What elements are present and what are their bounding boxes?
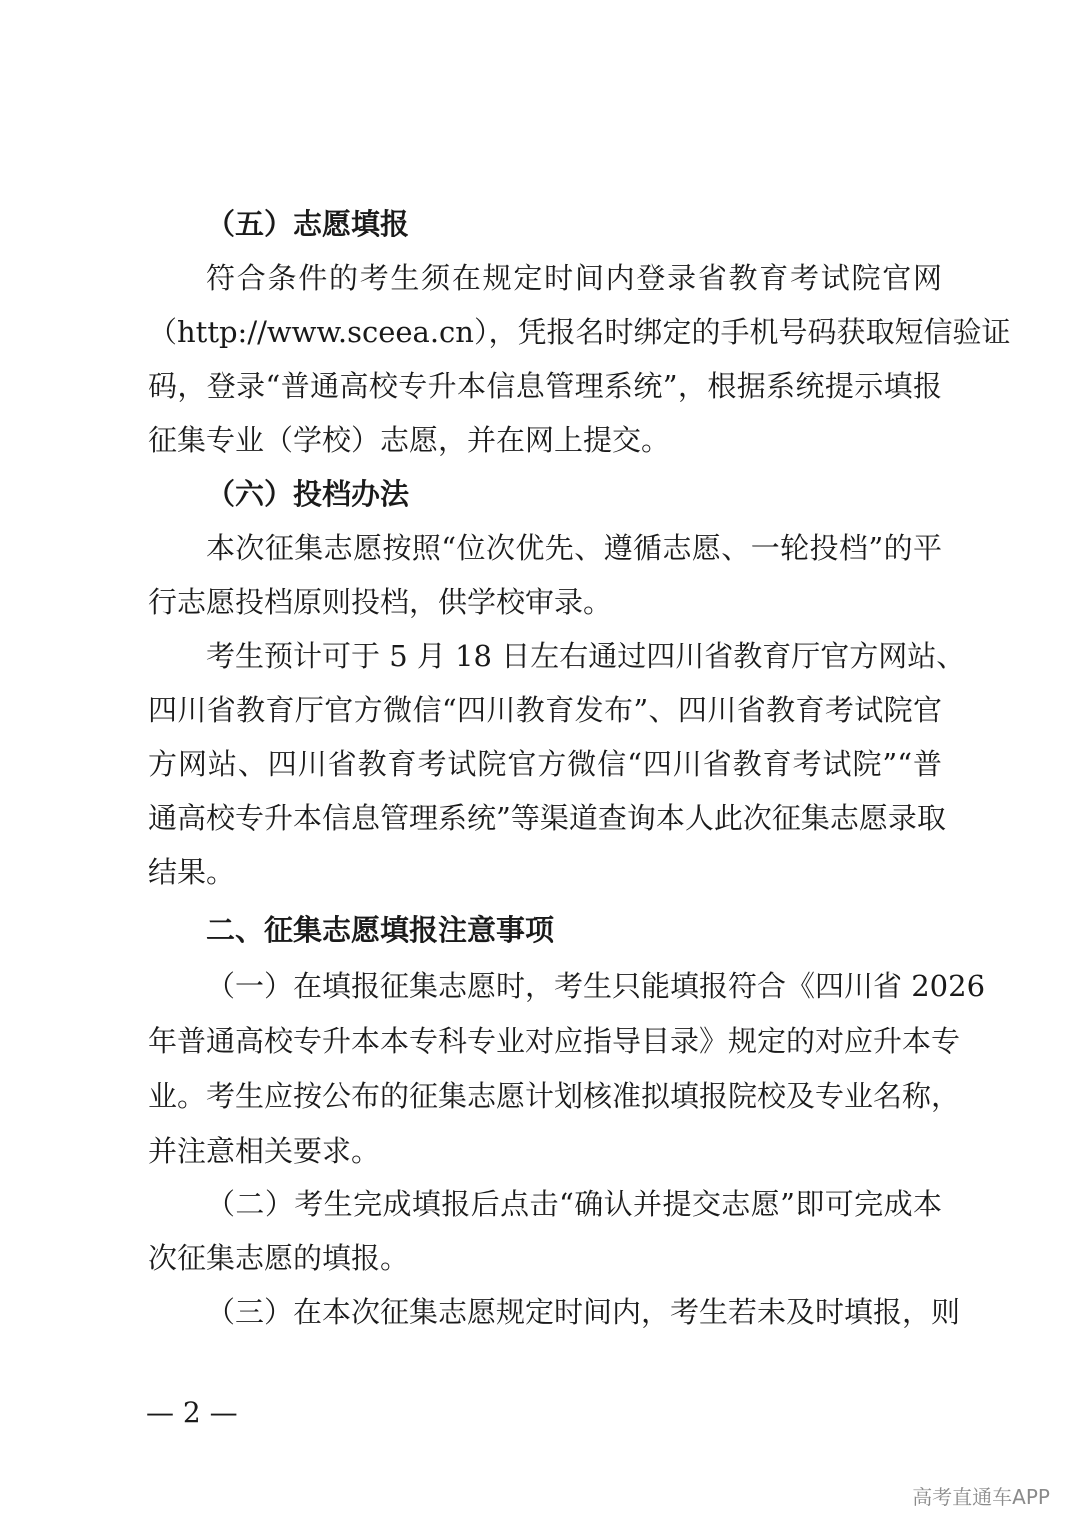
paragraph-line: 方网站、四川省教育考试院官方微信“四川省教育考试院”“普 <box>148 747 942 781</box>
paragraph-line: 行志愿投档原则投档，供学校审录。 <box>148 585 613 619</box>
section-6-heading: （六）投档办法 <box>206 477 410 511</box>
paragraph-line: （一）在填报征集志愿时，考生只能填报符合《四川省 2026 <box>206 969 986 1003</box>
paragraph-line: 考生预计可于 5 月 18 日左右通过四川省教育厅官方网站、 <box>206 639 966 673</box>
paragraph-line: 本次征集志愿按照“位次优先、遵循志愿、一轮投档”的平 <box>206 531 942 565</box>
page-number: — 2 — <box>146 1396 238 1429</box>
watermark: 高考直通车APP <box>912 1485 1050 1509</box>
paragraph-line: 符合条件的考生须在规定时间内登录省教育考试院官网 <box>206 261 942 295</box>
paragraph-line: 业。考生应按公布的征集志愿计划核准拟填报院校及专业名称， <box>148 1079 961 1113</box>
paragraph-line: 年普通高校专升本本专科专业对应指导目录》规定的对应升本专 <box>148 1024 961 1058</box>
paragraph-line: （http://www.sceea.cn），凭报名时绑定的手机号码获取短信验证 <box>148 315 1011 349</box>
paragraph-line: （三）在本次征集志愿规定时间内，考生若未及时填报，则 <box>206 1295 961 1329</box>
paragraph-line: 次征集志愿的填报。 <box>148 1241 410 1275</box>
paragraph-line: 结果。 <box>148 855 236 889</box>
section-5-heading: （五）志愿填报 <box>206 207 410 241</box>
paragraph-line: （二）考生完成填报后点击“确认并提交志愿”即可完成本 <box>206 1187 942 1221</box>
paragraph-line: 通高校专升本信息管理系统”等渠道查询本人此次征集志愿录取 <box>148 801 946 835</box>
paragraph-line: 四川省教育厅官方微信“四川教育发布”、四川省教育考试院官 <box>148 693 942 727</box>
paragraph-line: 码，登录“普通高校专升本信息管理系统”，根据系统提示填报 <box>148 369 942 403</box>
paragraph-line: 并注意相关要求。 <box>148 1134 381 1168</box>
part-2-heading: 二、征集志愿填报注意事项 <box>206 913 555 947</box>
paragraph-line: 征集专业（学校）志愿，并在网上提交。 <box>148 423 671 457</box>
